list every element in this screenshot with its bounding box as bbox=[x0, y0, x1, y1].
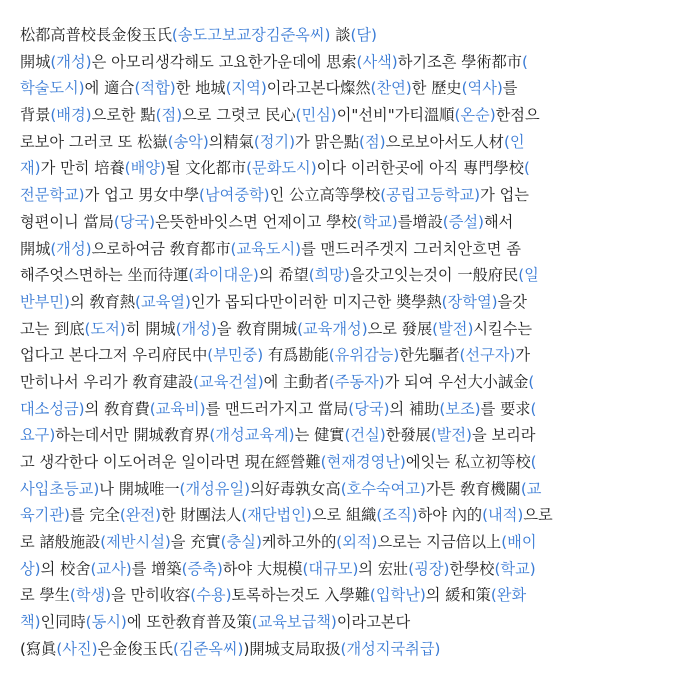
hangul-gloss: (개성) bbox=[50, 239, 92, 258]
hangul-gloss: (건실) bbox=[344, 426, 386, 445]
text-segment: 의 補助 bbox=[389, 399, 440, 418]
text-segment: 고 생각한다 이도어려운 일이라면 現在經營難 bbox=[20, 453, 321, 471]
text-segment: 하야 內的 bbox=[417, 506, 483, 525]
text-segment: 를 맨드러주겟지 그러치안흐면 좀 bbox=[301, 239, 521, 258]
hangul-gloss: 전문학교) bbox=[20, 186, 85, 205]
hangul-gloss: (충실) bbox=[220, 533, 262, 552]
hangul-gloss: (배양) bbox=[124, 159, 166, 178]
hangul-gloss: (희망) bbox=[308, 266, 350, 285]
hangul-gloss: (발전) bbox=[430, 426, 472, 445]
text-segment: 한發展 bbox=[385, 426, 431, 445]
hangul-gloss: (인 bbox=[503, 132, 525, 151]
article-line bbox=[20, 636, 682, 663]
article-heading-line bbox=[20, 22, 682, 49]
text-segment: 背景 bbox=[20, 106, 51, 125]
hangul-gloss: (교 bbox=[520, 479, 542, 498]
text-segment: 談 bbox=[330, 26, 351, 44]
text-segment: 을 敎育開城 bbox=[216, 319, 298, 338]
hangul-gloss: 육기관) bbox=[20, 506, 70, 525]
hangul-gloss: (당국) bbox=[113, 212, 156, 231]
hangul-gloss: (선구자) bbox=[459, 346, 516, 365]
hangul-gloss: (온순) bbox=[454, 106, 496, 125]
hangul-gloss: (내적) bbox=[482, 506, 524, 525]
text-segment: 가 되여 우선大小誠金 bbox=[384, 372, 529, 391]
text-segment: 하기조흔 學術都市 bbox=[397, 52, 522, 71]
text-segment: 한先驅者 bbox=[399, 346, 460, 365]
text-segment: 가 만히 培養 bbox=[40, 159, 125, 178]
text-segment: 이다 이러한곳에 아직 專門學校 bbox=[316, 159, 524, 178]
text-segment: 토록하는것도 入學難 bbox=[231, 586, 370, 605]
hangul-gloss: (송악) bbox=[167, 132, 209, 151]
text-segment: 으로 bbox=[523, 506, 553, 525]
text-segment: 는 健實 bbox=[294, 426, 345, 445]
text-segment: 開城 bbox=[20, 239, 51, 258]
hangul-gloss: (입학난) bbox=[369, 586, 426, 605]
hangul-gloss: (도저) bbox=[84, 319, 126, 338]
article-line bbox=[20, 502, 682, 529]
hangul-gloss: 대소성금) bbox=[20, 399, 85, 418]
article-line bbox=[20, 609, 682, 636]
hangul-gloss: (대규모) bbox=[302, 559, 359, 578]
text-segment: 으로 組織 bbox=[311, 506, 377, 525]
text-segment: 의 希望 bbox=[258, 266, 309, 285]
text-segment: 한 財團法人 bbox=[161, 506, 242, 525]
hangul-gloss: (좌이대운) bbox=[188, 266, 259, 285]
hangul-gloss: (완전) bbox=[119, 506, 162, 525]
hangul-gloss: 사입초등교) bbox=[20, 479, 100, 498]
text-segment: 은金俊玉氏 bbox=[97, 639, 173, 658]
hangul-gloss: (교육개성) bbox=[297, 319, 368, 338]
text-segment: 형편이니 當局 bbox=[20, 212, 114, 231]
hangul-gloss: (교사) bbox=[90, 559, 132, 578]
hangul-gloss: (민심) bbox=[295, 106, 337, 125]
article-line bbox=[20, 342, 682, 369]
text-segment: 를 增築 bbox=[131, 559, 182, 578]
article-line bbox=[20, 449, 682, 476]
text-segment: 으로보아서도人材 bbox=[385, 132, 504, 151]
hangul-gloss: (교육보급책) bbox=[251, 613, 337, 632]
hangul-gloss: (남여중학) bbox=[199, 186, 270, 205]
text-segment: 가 bbox=[515, 346, 531, 365]
hangul-gloss: (개성유일) bbox=[179, 479, 251, 498]
article-line bbox=[20, 129, 682, 156]
hangul-gloss: ( bbox=[523, 159, 530, 178]
hangul-gloss: (학교) bbox=[356, 212, 398, 231]
text-segment: 고는 到底 bbox=[20, 319, 85, 338]
article-line bbox=[20, 236, 682, 263]
article-line bbox=[20, 529, 682, 556]
hangul-gloss: (현재경영난) bbox=[320, 453, 406, 471]
hangul-gloss: (교육비) bbox=[149, 399, 206, 418]
hangul-gloss: ( bbox=[528, 372, 535, 391]
text-segment: 인 公立高等學校 bbox=[269, 186, 381, 205]
hangul-gloss: (개성) bbox=[175, 319, 217, 338]
article-line bbox=[20, 209, 682, 236]
article-line bbox=[20, 75, 682, 102]
text-segment: 를 完全 bbox=[69, 506, 120, 525]
text-segment: 의 宏壯 bbox=[358, 559, 409, 578]
article-line bbox=[20, 582, 682, 609]
hangul-gloss: (유위감능) bbox=[328, 346, 400, 365]
article-line bbox=[20, 422, 682, 449]
text-segment: 만히나서 우리가 敎育建設 bbox=[20, 372, 194, 391]
hangul-gloss: (호수숙여고) bbox=[340, 479, 426, 498]
hangul-gloss: (개성) bbox=[50, 52, 92, 71]
hangul-gloss: (공립고등학교) bbox=[380, 186, 481, 205]
text-segment: 開城 bbox=[20, 52, 51, 71]
text-segment: 을 充實 bbox=[170, 533, 221, 552]
hangul-gloss: (동시) bbox=[85, 613, 127, 632]
hangul-gloss: (개성지국취급) bbox=[340, 639, 441, 658]
text-segment: 으로 그렷코 民心 bbox=[182, 106, 296, 125]
hangul-gloss: (개성교육계) bbox=[209, 426, 295, 445]
text-segment: 은 아모리생각해도 고요한가운데에 思索 bbox=[91, 52, 357, 71]
text-segment: 으로 發展 bbox=[367, 319, 433, 338]
article-line bbox=[20, 369, 682, 396]
hangul-gloss: (장학열) bbox=[441, 292, 498, 311]
article-line bbox=[20, 316, 682, 343]
text-segment: 을갓 bbox=[497, 292, 527, 311]
text-segment: 업다고 본다그저 우리府民中 bbox=[20, 346, 208, 365]
hangul-gloss: (점) bbox=[359, 132, 386, 151]
hangul-gloss: (완화 bbox=[490, 586, 527, 605]
article-line bbox=[20, 102, 682, 129]
hangul-gloss: (학생) bbox=[69, 586, 112, 605]
text-segment: 하야 大規模 bbox=[222, 559, 303, 578]
hangul-gloss: ( bbox=[530, 399, 537, 418]
text-segment: 로 學生 bbox=[20, 586, 70, 605]
hangul-gloss: (점) bbox=[155, 106, 183, 125]
hangul-gloss: (일 bbox=[518, 266, 539, 285]
text-segment: 이"선비"가티溫順 bbox=[336, 106, 455, 125]
hangul-gloss: ( bbox=[521, 52, 528, 71]
hangul-gloss: (배이 bbox=[501, 533, 537, 552]
hangul-gloss: (담) bbox=[350, 26, 377, 44]
hangul-gloss: (지역) bbox=[225, 79, 267, 98]
text-segment: 가 맑은點 bbox=[295, 132, 360, 151]
hangul-gloss: (재단법인) bbox=[241, 506, 312, 525]
text-segment: 히 開城 bbox=[125, 319, 176, 338]
text-segment: 가튼 敎育機關 bbox=[425, 479, 521, 498]
article-line bbox=[20, 262, 682, 289]
hangul-gloss: (문화도시) bbox=[246, 159, 317, 178]
hangul-gloss: (찬연) bbox=[370, 79, 412, 98]
hangul-gloss: (적합) bbox=[134, 79, 176, 98]
hangul-gloss: 재) bbox=[20, 159, 41, 178]
hangul-gloss: (외적) bbox=[336, 533, 378, 552]
text-segment: 에 또한敎育普及策 bbox=[126, 613, 252, 632]
article-line bbox=[20, 182, 682, 209]
text-segment: 하는데서만 開城敎育界 bbox=[55, 426, 210, 445]
text-segment: 한 地城 bbox=[175, 79, 226, 98]
text-segment: 를增設 bbox=[397, 212, 443, 231]
hangul-gloss: 책) bbox=[20, 613, 41, 632]
hangul-gloss: (제반시설) bbox=[100, 533, 171, 552]
hangul-gloss: (사색) bbox=[356, 52, 398, 71]
text-segment: 한점으 bbox=[495, 106, 540, 125]
hangul-gloss: (조직) bbox=[376, 506, 418, 525]
text-segment: 를 맨드러가지고 當局 bbox=[205, 399, 349, 418]
hangul-gloss: (송도고보교장김준옥씨) bbox=[171, 26, 331, 44]
text-segment: 의 緩和策 bbox=[425, 586, 491, 605]
hangul-gloss: (당국) bbox=[348, 399, 390, 418]
text-segment: 한 歷史 bbox=[411, 79, 462, 98]
text-segment: 의 敎育費 bbox=[84, 399, 150, 418]
hangul-gloss: (증축) bbox=[181, 559, 223, 578]
text-segment: 으로하여금 敎育都市 bbox=[91, 239, 231, 258]
hangul-gloss: (역사) bbox=[461, 79, 503, 98]
hangul-gloss: 요구) bbox=[20, 426, 56, 445]
hangul-gloss: (굉장) bbox=[408, 559, 450, 578]
article-line bbox=[20, 476, 682, 503]
text-segment: 인가 몹되다만이러한 미지근한 奬學熱 bbox=[190, 292, 442, 311]
text-segment: 를 bbox=[502, 79, 518, 98]
text-segment: 로보아 그러코 또 松嶽 bbox=[20, 132, 168, 151]
hangul-gloss: (교육도시) bbox=[230, 239, 302, 258]
text-segment: 을 보리라 bbox=[471, 426, 536, 445]
hangul-gloss: (보조) bbox=[439, 399, 481, 418]
hangul-gloss: (부민중) bbox=[207, 346, 264, 365]
article-line bbox=[20, 396, 682, 423]
text-segment: 에 適合 bbox=[84, 79, 135, 98]
text-segment: 나 開城唯一 bbox=[99, 479, 180, 498]
article-line bbox=[20, 49, 682, 76]
text-segment: 有爲勘能 bbox=[263, 346, 329, 365]
text-segment: 가 업고 男女中學 bbox=[84, 186, 200, 205]
hangul-gloss: (교육건설) bbox=[193, 372, 264, 391]
text-segment: 될 文化都市 bbox=[165, 159, 247, 178]
text-segment: 이라고본다燦然 bbox=[266, 79, 371, 98]
text-segment: 해주엇스면하는 坐而待運 bbox=[20, 266, 189, 285]
article-line bbox=[20, 556, 682, 583]
text-segment: 의 敎育熱 bbox=[69, 292, 136, 311]
text-segment: 에 主動者 bbox=[263, 372, 329, 391]
text-segment: 해서 bbox=[483, 212, 514, 231]
hangul-gloss: 학술도시) bbox=[20, 79, 85, 98]
text-segment: 로 諸般施設 bbox=[20, 533, 101, 552]
hangul-gloss: (교육열) bbox=[135, 292, 191, 311]
text-segment: (寫眞 bbox=[20, 639, 57, 658]
text-segment: 인同時 bbox=[40, 613, 86, 632]
hangul-gloss: (김준옥씨) bbox=[172, 639, 244, 658]
article-line bbox=[20, 155, 682, 182]
text-segment: 케하고外的 bbox=[261, 533, 337, 552]
text-segment: 으로는 지금倍以上 bbox=[377, 533, 502, 552]
text-segment: 松都高普校長金俊玉氏 bbox=[20, 26, 172, 44]
text-segment: 의好毒孰女高 bbox=[250, 479, 341, 498]
text-segment: 한學校 bbox=[449, 559, 495, 578]
hangul-gloss: (학교) bbox=[494, 559, 536, 578]
text-segment: 시킬수는 bbox=[473, 319, 533, 338]
text-segment: )開城支局取扱 bbox=[243, 639, 341, 658]
hangul-gloss: ( bbox=[530, 453, 537, 471]
text-segment: 으로한 點 bbox=[91, 106, 156, 125]
text-segment: 를 要求 bbox=[480, 399, 531, 418]
text-segment: 가 업는 bbox=[480, 186, 529, 205]
hangul-gloss: (사진) bbox=[56, 639, 98, 658]
text-segment: 을 만히收容 bbox=[111, 586, 191, 605]
hangul-gloss: (배경) bbox=[50, 106, 92, 125]
hangul-gloss: (수용) bbox=[190, 586, 232, 605]
text-segment: 의 校舍 bbox=[40, 559, 91, 578]
hangul-gloss: (주동자) bbox=[328, 372, 385, 391]
text-segment: 에잇는 私立初等校 bbox=[405, 453, 531, 471]
text-segment: 은뜻한바잇스면 언제이고 學校 bbox=[155, 212, 357, 231]
hangul-gloss: 반부민) bbox=[20, 292, 70, 311]
text-segment: 의精氣 bbox=[208, 132, 254, 151]
article-line bbox=[20, 289, 682, 316]
hangul-gloss: (증설) bbox=[442, 212, 484, 231]
text-segment: 이라고본다 bbox=[336, 613, 411, 632]
hangul-gloss: 상) bbox=[20, 559, 41, 578]
text-segment: 을갓고잇는것이 一般府民 bbox=[349, 266, 519, 285]
hangul-gloss: (정기) bbox=[253, 132, 296, 151]
hangul-gloss: (발전) bbox=[432, 319, 474, 338]
